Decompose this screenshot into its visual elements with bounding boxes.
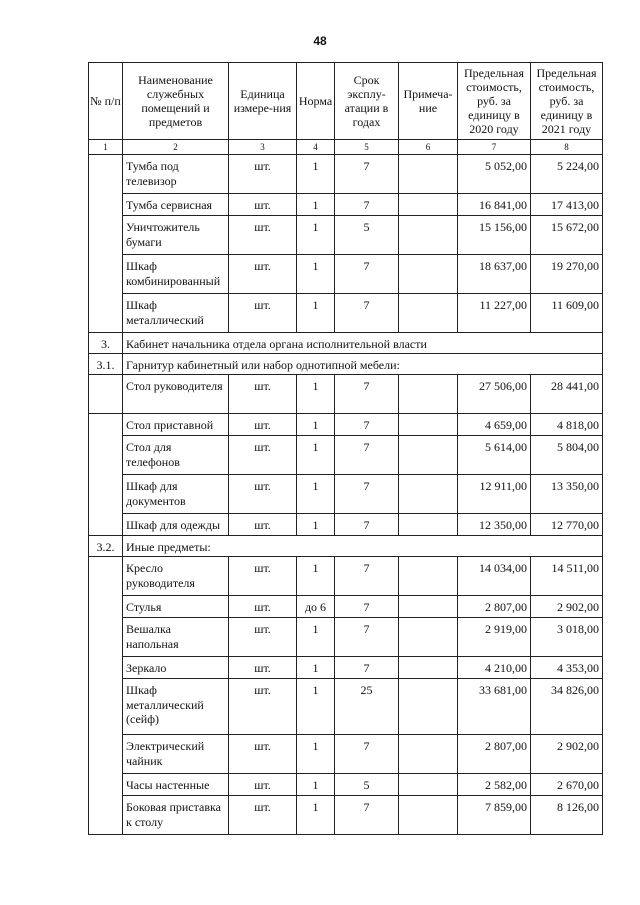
item-norm: 1 [297, 796, 335, 835]
item-norm: 1 [297, 155, 335, 194]
item-note [399, 735, 458, 774]
item-norm: 1 [297, 475, 335, 514]
item-norm: 1 [297, 774, 335, 796]
column-number-row [89, 140, 603, 155]
item-note [399, 216, 458, 255]
item-note [399, 618, 458, 657]
item-unit: шт. [229, 735, 297, 774]
table-row [89, 375, 603, 414]
item-norm: 1 [297, 735, 335, 774]
table-row [89, 774, 603, 796]
table-row [89, 475, 603, 514]
table-row [89, 514, 603, 536]
header-number: № п/п [89, 63, 123, 140]
item-note [399, 596, 458, 618]
header-name: Наименование служебных помещений и предметов [123, 63, 229, 140]
item-unit: шт. [229, 475, 297, 514]
header-unit: Единица измере-ния [229, 63, 297, 140]
item-unit: шт. [229, 618, 297, 657]
column-number: 3 [229, 140, 297, 155]
item-norm: 1 [297, 255, 335, 294]
item-norm: 1 [297, 375, 335, 414]
number-cell [89, 414, 123, 536]
table-row [89, 255, 603, 294]
page-number: 48 [313, 34, 327, 48]
item-price-2020: 15 156,00 [458, 216, 531, 255]
item-note [399, 557, 458, 596]
section-row [89, 333, 603, 354]
item-price-2021: 15 672,00 [531, 216, 603, 255]
section-title: Иные предметы: [123, 536, 603, 557]
table-row [89, 596, 603, 618]
item-unit: шт. [229, 436, 297, 475]
item-price-2021: 4 818,00 [531, 414, 603, 436]
table-row [89, 618, 603, 657]
item-term: 7 [335, 475, 399, 514]
item-price-2020: 4 210,00 [458, 657, 531, 679]
item-term: 5 [335, 774, 399, 796]
item-price-2021: 13 350,00 [531, 475, 603, 514]
item-unit: шт. [229, 155, 297, 194]
number-cell [89, 155, 123, 333]
item-term: 7 [335, 514, 399, 536]
item-name: Стол приставной [123, 414, 229, 436]
section-row [89, 536, 603, 557]
item-unit: шт. [229, 557, 297, 596]
item-name: Боковая приставка к столу [123, 796, 229, 835]
table-row [89, 657, 603, 679]
item-unit: шт. [229, 194, 297, 216]
item-term: 7 [335, 618, 399, 657]
section-number: 3.1. [89, 354, 123, 375]
item-norm: 1 [297, 679, 335, 735]
table-row [89, 155, 603, 194]
item-term: 7 [335, 155, 399, 194]
item-term: 7 [335, 596, 399, 618]
item-price-2020: 11 227,00 [458, 294, 531, 333]
item-price-2021: 2 902,00 [531, 735, 603, 774]
item-note [399, 679, 458, 735]
header-norm: Норма [297, 63, 335, 140]
item-norm: 1 [297, 657, 335, 679]
item-term: 7 [335, 735, 399, 774]
item-price-2020: 27 506,00 [458, 375, 531, 414]
item-note [399, 414, 458, 436]
header-term: Срок эксплу-атации в годах [335, 63, 399, 140]
item-term: 7 [335, 255, 399, 294]
item-norm: 1 [297, 514, 335, 536]
item-name: Стулья [123, 596, 229, 618]
item-name: Шкаф для одежды [123, 514, 229, 536]
item-name: Стол руководителя [123, 375, 229, 414]
item-name: Шкаф комбинированный [123, 255, 229, 294]
item-term: 7 [335, 557, 399, 596]
item-unit: шт. [229, 414, 297, 436]
furniture-norms-table [88, 62, 603, 835]
table-row [89, 294, 603, 333]
table-row [89, 796, 603, 835]
item-name: Шкаф металлический (сейф) [123, 679, 229, 735]
item-term: 7 [335, 657, 399, 679]
header-note: Примеча-ние [399, 63, 458, 140]
item-term: 7 [335, 375, 399, 414]
item-price-2021: 19 270,00 [531, 255, 603, 294]
column-number: 6 [399, 140, 458, 155]
item-price-2021: 28 441,00 [531, 375, 603, 414]
table-row [89, 557, 603, 596]
item-name: Шкаф для документов [123, 475, 229, 514]
item-price-2020: 12 350,00 [458, 514, 531, 536]
item-price-2020: 2 807,00 [458, 735, 531, 774]
table-header-row [89, 63, 603, 140]
item-price-2021: 5 224,00 [531, 155, 603, 194]
item-note [399, 475, 458, 514]
item-price-2021: 14 511,00 [531, 557, 603, 596]
column-number: 7 [458, 140, 531, 155]
item-norm: 1 [297, 436, 335, 475]
item-term: 25 [335, 679, 399, 735]
item-note [399, 255, 458, 294]
item-norm: до 6 [297, 596, 335, 618]
item-price-2021: 8 126,00 [531, 796, 603, 835]
item-price-2021: 2 670,00 [531, 774, 603, 796]
item-note [399, 294, 458, 333]
item-price-2021: 4 353,00 [531, 657, 603, 679]
item-term: 7 [335, 294, 399, 333]
item-price-2020: 18 637,00 [458, 255, 531, 294]
item-name: Стол для телефонов [123, 436, 229, 475]
table-row [89, 216, 603, 255]
item-price-2020: 16 841,00 [458, 194, 531, 216]
item-name: Кресло руководителя [123, 557, 229, 596]
section-number: 3.2. [89, 536, 123, 557]
item-norm: 1 [297, 618, 335, 657]
item-price-2020: 12 911,00 [458, 475, 531, 514]
item-name: Тумба сервисная [123, 194, 229, 216]
item-name: Зеркало [123, 657, 229, 679]
item-note [399, 514, 458, 536]
table-row [89, 679, 603, 735]
item-unit: шт. [229, 774, 297, 796]
item-price-2020: 5 052,00 [458, 155, 531, 194]
item-note [399, 436, 458, 475]
item-unit: шт. [229, 255, 297, 294]
column-number: 8 [531, 140, 603, 155]
item-norm: 1 [297, 414, 335, 436]
item-unit: шт. [229, 679, 297, 735]
item-price-2021: 17 413,00 [531, 194, 603, 216]
item-note [399, 375, 458, 414]
header-price-2020: Предельная стоимость, руб. за единицу в 2020 году [458, 63, 531, 140]
item-price-2020: 5 614,00 [458, 436, 531, 475]
item-term: 7 [335, 796, 399, 835]
item-norm: 1 [297, 557, 335, 596]
item-note [399, 194, 458, 216]
item-name: Вешалка напольная [123, 618, 229, 657]
column-number: 2 [123, 140, 229, 155]
number-cell [89, 375, 123, 414]
item-norm: 1 [297, 194, 335, 216]
column-number: 5 [335, 140, 399, 155]
column-number: 1 [89, 140, 123, 155]
column-number: 4 [297, 140, 335, 155]
item-unit: шт. [229, 375, 297, 414]
item-name: Часы настенные [123, 774, 229, 796]
item-unit: шт. [229, 216, 297, 255]
section-row [89, 354, 603, 375]
item-price-2020: 33 681,00 [458, 679, 531, 735]
table-row [89, 436, 603, 475]
item-norm: 1 [297, 216, 335, 255]
item-unit: шт. [229, 514, 297, 536]
header-price-2021: Предельная стоимость, руб. за единицу в 2021 году [531, 63, 603, 140]
item-unit: шт. [229, 596, 297, 618]
table-body [89, 155, 603, 835]
item-unit: шт. [229, 657, 297, 679]
item-term: 5 [335, 216, 399, 255]
item-note [399, 657, 458, 679]
table-row [89, 414, 603, 436]
item-price-2020: 4 659,00 [458, 414, 531, 436]
item-price-2021: 2 902,00 [531, 596, 603, 618]
item-term: 7 [335, 436, 399, 475]
item-name: Электрический чайник [123, 735, 229, 774]
item-price-2021: 5 804,00 [531, 436, 603, 475]
table-row [89, 194, 603, 216]
item-term: 7 [335, 414, 399, 436]
item-price-2020: 2 807,00 [458, 596, 531, 618]
section-title: Кабинет начальника отдела органа исполнительной власти [123, 333, 603, 354]
item-unit: шт. [229, 294, 297, 333]
number-cell [89, 557, 123, 835]
item-name: Шкаф металлический [123, 294, 229, 333]
item-name: Тумба под телевизор [123, 155, 229, 194]
item-price-2020: 14 034,00 [458, 557, 531, 596]
item-price-2020: 2 919,00 [458, 618, 531, 657]
item-price-2020: 7 859,00 [458, 796, 531, 835]
section-number: 3. [89, 333, 123, 354]
item-unit: шт. [229, 796, 297, 835]
item-note [399, 155, 458, 194]
item-note [399, 774, 458, 796]
section-title: Гарнитур кабинетный или набор однотипной мебели: [123, 354, 603, 375]
item-term: 7 [335, 194, 399, 216]
item-price-2020: 2 582,00 [458, 774, 531, 796]
table-row [89, 735, 603, 774]
item-norm: 1 [297, 294, 335, 333]
item-price-2021: 3 018,00 [531, 618, 603, 657]
item-price-2021: 34 826,00 [531, 679, 603, 735]
item-name: Уничтожитель бумаги [123, 216, 229, 255]
item-price-2021: 11 609,00 [531, 294, 603, 333]
item-note [399, 796, 458, 835]
item-price-2021: 12 770,00 [531, 514, 603, 536]
